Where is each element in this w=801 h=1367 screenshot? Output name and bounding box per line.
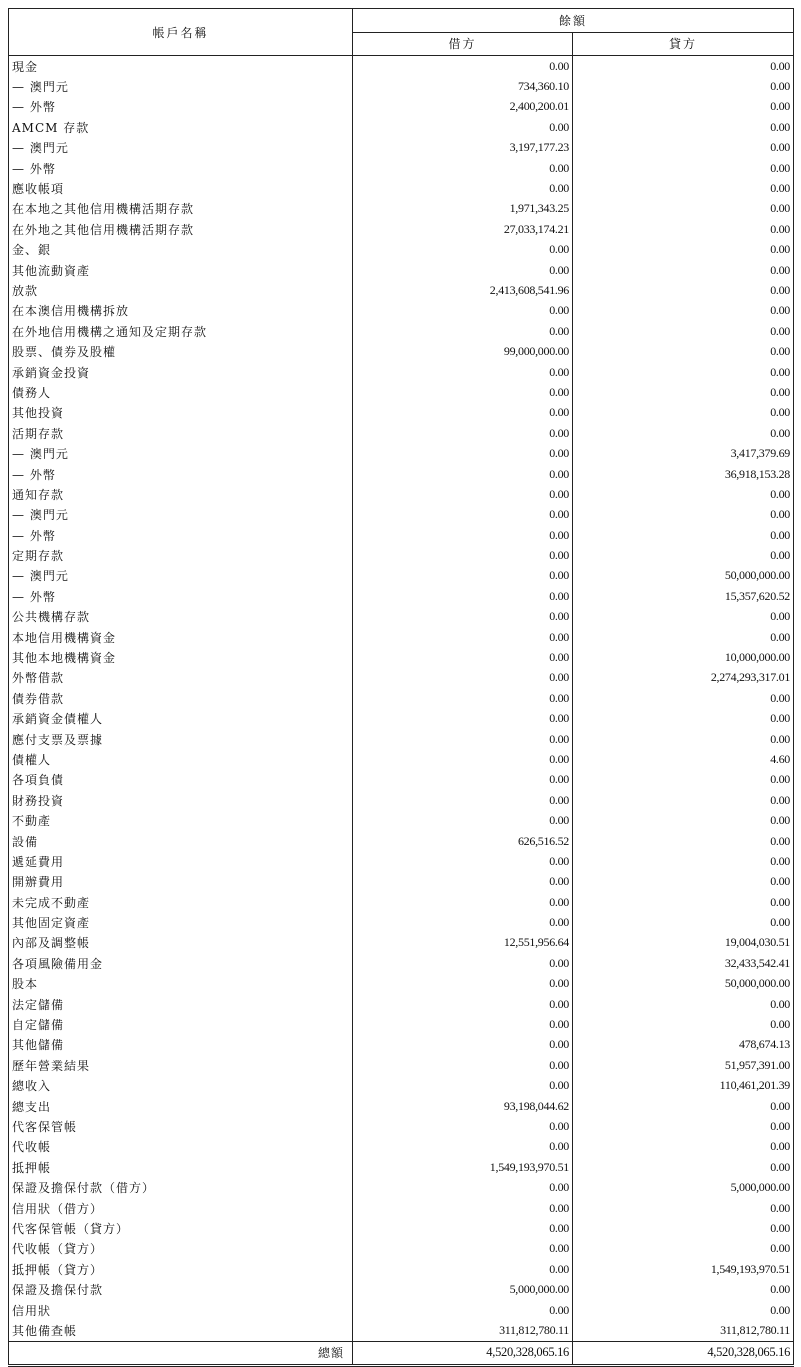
credit-cell: 0.00 xyxy=(573,892,794,912)
debit-cell: 0.00 xyxy=(353,117,573,137)
account-name-cell: 現金 xyxy=(9,56,353,77)
balance-sheet xyxy=(8,8,793,1367)
credit-cell: 0.00 xyxy=(573,1014,794,1034)
table-row xyxy=(9,912,794,932)
debit-cell: 0.00 xyxy=(353,1218,573,1238)
account-name-cell: 其他本地機構資金 xyxy=(9,647,353,667)
table-row xyxy=(9,627,794,647)
credit-cell: 0.00 xyxy=(573,810,794,830)
debit-cell: 0.00 xyxy=(353,1300,573,1320)
account-name-cell: 代客保管帳 xyxy=(9,1116,353,1136)
account-name-cell: 內部及調整帳 xyxy=(9,933,353,953)
account-name-cell: 不動產 xyxy=(9,810,353,830)
account-name-cell: 各項負債 xyxy=(9,770,353,790)
trial-balance-table xyxy=(8,8,794,1367)
debit-cell: 0.00 xyxy=(353,382,573,402)
credit-cell: 0.00 xyxy=(573,117,794,137)
account-name-cell: — 澳門元 xyxy=(9,76,353,96)
account-name-cell: 代收帳（貸方） xyxy=(9,1239,353,1259)
table-row xyxy=(9,668,794,688)
table-row xyxy=(9,729,794,749)
account-name-cell: 法定儲備 xyxy=(9,994,353,1014)
debit-cell: 0.00 xyxy=(353,872,573,892)
debit-cell: 0.00 xyxy=(353,851,573,871)
account-name-cell: 設備 xyxy=(9,831,353,851)
credit-cell: 0.00 xyxy=(573,545,794,565)
credit-cell: 478,674.13 xyxy=(573,1035,794,1055)
table-row xyxy=(9,1076,794,1096)
debit-cell: 0.00 xyxy=(353,362,573,382)
debit-cell: 99,000,000.00 xyxy=(353,341,573,361)
debit-cell: 0.00 xyxy=(353,505,573,525)
credit-cell: 0.00 xyxy=(573,688,794,708)
credit-cell: 0.00 xyxy=(573,1300,794,1320)
credit-cell: 0.00 xyxy=(573,1198,794,1218)
table-row xyxy=(9,138,794,158)
debit-cell: 0.00 xyxy=(353,912,573,932)
debit-cell: 0.00 xyxy=(353,321,573,341)
account-name-cell: 總收入 xyxy=(9,1076,353,1096)
total-row xyxy=(9,1341,794,1365)
table-row xyxy=(9,341,794,361)
debit-cell: 0.00 xyxy=(353,566,573,586)
debit-cell: 0.00 xyxy=(353,668,573,688)
credit-cell: 0.00 xyxy=(573,301,794,321)
credit-cell: 32,433,542.41 xyxy=(573,953,794,973)
debit-cell: 0.00 xyxy=(353,1137,573,1157)
table-row xyxy=(9,1198,794,1218)
account-name-cell: 其他固定資產 xyxy=(9,912,353,932)
debit-cell: 0.00 xyxy=(353,790,573,810)
table-row xyxy=(9,872,794,892)
credit-cell: 0.00 xyxy=(573,1116,794,1136)
table-row xyxy=(9,892,794,912)
account-name-cell: 放款 xyxy=(9,280,353,300)
credit-cell: 0.00 xyxy=(573,607,794,627)
credit-cell: 0.00 xyxy=(573,505,794,525)
account-name-cell: — 澳門元 xyxy=(9,566,353,586)
debit-cell: 0.00 xyxy=(353,586,573,606)
credit-cell: 0.00 xyxy=(573,729,794,749)
credit-cell: 4.60 xyxy=(573,749,794,769)
credit-cell: 0.00 xyxy=(573,403,794,423)
account-name-cell: — 澳門元 xyxy=(9,138,353,158)
total-credit: 4,520,328,065.16 xyxy=(573,1341,794,1365)
table-row xyxy=(9,505,794,525)
debit-cell: 0.00 xyxy=(353,301,573,321)
account-name-cell: 其他備查帳 xyxy=(9,1320,353,1341)
table-row xyxy=(9,443,794,463)
debit-cell: 2,400,200.01 xyxy=(353,97,573,117)
debit-cell: 0.00 xyxy=(353,464,573,484)
account-name-cell: 抵押帳 xyxy=(9,1157,353,1177)
table-row xyxy=(9,1259,794,1279)
table-row xyxy=(9,240,794,260)
account-name-cell: 金、銀 xyxy=(9,240,353,260)
account-name-cell: 自定儲備 xyxy=(9,1014,353,1034)
table-row xyxy=(9,178,794,198)
table-row xyxy=(9,76,794,96)
debit-cell: 0.00 xyxy=(353,158,573,178)
debit-cell: 0.00 xyxy=(353,443,573,463)
debit-cell: 0.00 xyxy=(353,749,573,769)
table-row xyxy=(9,770,794,790)
credit-cell: 50,000,000.00 xyxy=(573,974,794,994)
credit-cell: 0.00 xyxy=(573,994,794,1014)
debit-cell: 0.00 xyxy=(353,1035,573,1055)
account-name-cell: AMCM 存款 xyxy=(9,117,353,137)
account-name-cell: 信用狀（借方） xyxy=(9,1198,353,1218)
debit-cell: 2,413,608,541.96 xyxy=(353,280,573,300)
credit-cell: 0.00 xyxy=(573,138,794,158)
credit-cell: 0.00 xyxy=(573,1239,794,1259)
credit-cell: 51,957,391.00 xyxy=(573,1055,794,1075)
account-name-cell: 保證及擔保付款（借方） xyxy=(9,1177,353,1197)
account-name-cell: 在外地之其他信用機構活期存款 xyxy=(9,219,353,239)
table-row xyxy=(9,1014,794,1034)
debit-cell: 0.00 xyxy=(353,260,573,280)
account-name-cell: 未完成不動產 xyxy=(9,892,353,912)
credit-cell: 0.00 xyxy=(573,76,794,96)
account-name-cell: 定期存款 xyxy=(9,545,353,565)
table-row xyxy=(9,1279,794,1299)
credit-cell: 0.00 xyxy=(573,1218,794,1238)
table-row xyxy=(9,709,794,729)
credit-cell: 0.00 xyxy=(573,484,794,504)
credit-cell: 311,812,780.11 xyxy=(573,1320,794,1341)
credit-cell: 0.00 xyxy=(573,240,794,260)
account-name-cell: — 澳門元 xyxy=(9,443,353,463)
credit-header: 貸方 xyxy=(573,32,794,56)
account-name-cell: 信用狀 xyxy=(9,1300,353,1320)
account-name-cell: — 外幣 xyxy=(9,464,353,484)
credit-cell: 110,461,201.39 xyxy=(573,1076,794,1096)
account-name-cell: 債權人 xyxy=(9,749,353,769)
debit-cell: 0.00 xyxy=(353,647,573,667)
account-name-cell: 在外地信用機構之通知及定期存款 xyxy=(9,321,353,341)
account-name-cell: 各項風險備用金 xyxy=(9,953,353,973)
account-name-cell: — 外幣 xyxy=(9,97,353,117)
credit-cell: 0.00 xyxy=(573,790,794,810)
credit-cell: 0.00 xyxy=(573,97,794,117)
debit-cell: 27,033,174.21 xyxy=(353,219,573,239)
account-name-cell: 總支出 xyxy=(9,1096,353,1116)
account-name-cell: 開辦費用 xyxy=(9,872,353,892)
table-row xyxy=(9,1035,794,1055)
account-name-cell: 保證及擔保付款 xyxy=(9,1279,353,1299)
table-row xyxy=(9,1177,794,1197)
debit-cell: 0.00 xyxy=(353,627,573,647)
debit-cell: 0.00 xyxy=(353,729,573,749)
table-row xyxy=(9,1218,794,1238)
account-name-cell: 歷年營業結果 xyxy=(9,1055,353,1075)
debit-cell: 0.00 xyxy=(353,810,573,830)
table-row xyxy=(9,280,794,300)
account-name-cell: 承銷資金債權人 xyxy=(9,709,353,729)
account-name-cell: — 外幣 xyxy=(9,158,353,178)
account-name-header: 帳戶名稱 xyxy=(9,9,353,56)
debit-cell: 626,516.52 xyxy=(353,831,573,851)
debit-cell: 0.00 xyxy=(353,56,573,77)
account-name-cell: 應付支票及票據 xyxy=(9,729,353,749)
debit-cell: 0.00 xyxy=(353,994,573,1014)
table-row xyxy=(9,117,794,137)
debit-cell: 0.00 xyxy=(353,892,573,912)
table-row xyxy=(9,1300,794,1320)
credit-cell: 0.00 xyxy=(573,525,794,545)
total-debit: 4,520,328,065.16 xyxy=(353,1341,573,1365)
debit-cell: 3,197,177.23 xyxy=(353,138,573,158)
account-name-cell: 債務人 xyxy=(9,382,353,402)
credit-cell: 0.00 xyxy=(573,280,794,300)
debit-cell: 0.00 xyxy=(353,403,573,423)
table-row xyxy=(9,974,794,994)
table-row xyxy=(9,423,794,443)
credit-cell: 0.00 xyxy=(573,831,794,851)
table-row xyxy=(9,1157,794,1177)
account-name-cell: 承銷資金投資 xyxy=(9,362,353,382)
table-row xyxy=(9,831,794,851)
total-label: 總額 xyxy=(9,1341,353,1365)
table-row xyxy=(9,688,794,708)
credit-cell: 10,000,000.00 xyxy=(573,647,794,667)
credit-cell: 3,417,379.69 xyxy=(573,443,794,463)
credit-cell: 0.00 xyxy=(573,709,794,729)
credit-cell: 0.00 xyxy=(573,341,794,361)
debit-cell: 0.00 xyxy=(353,974,573,994)
debit-cell: 0.00 xyxy=(353,178,573,198)
credit-cell: 0.00 xyxy=(573,1279,794,1299)
debit-cell: 0.00 xyxy=(353,1177,573,1197)
credit-cell: 0.00 xyxy=(573,199,794,219)
debit-cell: 1,971,343.25 xyxy=(353,199,573,219)
table-row xyxy=(9,566,794,586)
credit-cell: 0.00 xyxy=(573,362,794,382)
credit-cell: 0.00 xyxy=(573,158,794,178)
credit-cell: 0.00 xyxy=(573,851,794,871)
account-name-cell: 在本地之其他信用機構活期存款 xyxy=(9,199,353,219)
account-name-cell: — 外幣 xyxy=(9,586,353,606)
table-row xyxy=(9,953,794,973)
debit-cell: 1,549,193,970.51 xyxy=(353,1157,573,1177)
credit-cell: 1,549,193,970.51 xyxy=(573,1259,794,1279)
debit-cell: 0.00 xyxy=(353,1055,573,1075)
table-row xyxy=(9,199,794,219)
table-row xyxy=(9,382,794,402)
table-row xyxy=(9,260,794,280)
account-name-cell: 通知存款 xyxy=(9,484,353,504)
credit-cell: 0.00 xyxy=(573,321,794,341)
debit-cell: 93,198,044.62 xyxy=(353,1096,573,1116)
table-row xyxy=(9,1320,794,1341)
debit-cell: 0.00 xyxy=(353,525,573,545)
credit-cell: 0.00 xyxy=(573,219,794,239)
account-name-cell: 公共機構存款 xyxy=(9,607,353,627)
debit-cell: 5,000,000.00 xyxy=(353,1279,573,1299)
table-row xyxy=(9,607,794,627)
debit-cell: 0.00 xyxy=(353,953,573,973)
table-row xyxy=(9,97,794,117)
credit-cell: 0.00 xyxy=(573,627,794,647)
table-row xyxy=(9,1096,794,1116)
credit-cell: 0.00 xyxy=(573,1096,794,1116)
credit-cell: 19,004,030.51 xyxy=(573,933,794,953)
table-row xyxy=(9,403,794,423)
account-name-cell: 代收帳 xyxy=(9,1137,353,1157)
balance-header: 餘額 xyxy=(353,9,794,33)
table-row xyxy=(9,933,794,953)
credit-cell: 5,000,000.00 xyxy=(573,1177,794,1197)
account-name-cell: — 澳門元 xyxy=(9,505,353,525)
account-name-cell: 股本 xyxy=(9,974,353,994)
table-row xyxy=(9,484,794,504)
credit-cell: 0.00 xyxy=(573,56,794,77)
account-name-cell: 遞延費用 xyxy=(9,851,353,871)
table-row xyxy=(9,1137,794,1157)
debit-cell: 0.00 xyxy=(353,423,573,443)
debit-cell: 0.00 xyxy=(353,688,573,708)
debit-cell: 0.00 xyxy=(353,1239,573,1259)
credit-cell: 0.00 xyxy=(573,423,794,443)
table-row xyxy=(9,749,794,769)
debit-cell: 0.00 xyxy=(353,545,573,565)
credit-cell: 36,918,153.28 xyxy=(573,464,794,484)
table-row xyxy=(9,1116,794,1136)
table-row xyxy=(9,790,794,810)
table-row xyxy=(9,586,794,606)
table-row xyxy=(9,994,794,1014)
account-name-cell: — 外幣 xyxy=(9,525,353,545)
account-name-cell: 活期存款 xyxy=(9,423,353,443)
account-name-cell: 在本澳信用機構拆放 xyxy=(9,301,353,321)
account-name-cell: 其他流動資產 xyxy=(9,260,353,280)
table-row xyxy=(9,464,794,484)
table-row xyxy=(9,56,794,77)
account-name-cell: 抵押帳（貸方） xyxy=(9,1259,353,1279)
account-name-cell: 債券借款 xyxy=(9,688,353,708)
credit-cell: 0.00 xyxy=(573,912,794,932)
debit-cell: 0.00 xyxy=(353,770,573,790)
debit-cell: 0.00 xyxy=(353,484,573,504)
table-row xyxy=(9,851,794,871)
table-row xyxy=(9,219,794,239)
table-row xyxy=(9,1055,794,1075)
credit-cell: 50,000,000.00 xyxy=(573,566,794,586)
account-name-cell: 股票、債券及股權 xyxy=(9,341,353,361)
debit-cell: 0.00 xyxy=(353,1259,573,1279)
debit-cell: 0.00 xyxy=(353,1198,573,1218)
table-row xyxy=(9,321,794,341)
account-name-cell: 其他投資 xyxy=(9,403,353,423)
credit-cell: 0.00 xyxy=(573,382,794,402)
table-row xyxy=(9,301,794,321)
debit-cell: 12,551,956.64 xyxy=(353,933,573,953)
account-name-cell: 應收帳項 xyxy=(9,178,353,198)
account-name-cell: 代客保管帳（貸方） xyxy=(9,1218,353,1238)
debit-cell: 734,360.10 xyxy=(353,76,573,96)
table-row xyxy=(9,810,794,830)
debit-header: 借方 xyxy=(353,32,573,56)
table-row xyxy=(9,525,794,545)
account-name-cell: 財務投資 xyxy=(9,790,353,810)
credit-cell: 0.00 xyxy=(573,260,794,280)
credit-cell: 0.00 xyxy=(573,1157,794,1177)
table-row xyxy=(9,158,794,178)
debit-cell: 0.00 xyxy=(353,607,573,627)
debit-cell: 0.00 xyxy=(353,709,573,729)
account-name-cell: 本地信用機構資金 xyxy=(9,627,353,647)
table-row xyxy=(9,545,794,565)
credit-cell: 0.00 xyxy=(573,178,794,198)
credit-cell: 15,357,620.52 xyxy=(573,586,794,606)
table-row xyxy=(9,362,794,382)
credit-cell: 0.00 xyxy=(573,1137,794,1157)
account-name-cell: 其他儲備 xyxy=(9,1035,353,1055)
credit-cell: 2,274,293,317.01 xyxy=(573,668,794,688)
debit-cell: 0.00 xyxy=(353,1116,573,1136)
debit-cell: 0.00 xyxy=(353,240,573,260)
credit-cell: 0.00 xyxy=(573,872,794,892)
debit-cell: 0.00 xyxy=(353,1076,573,1096)
debit-cell: 0.00 xyxy=(353,1014,573,1034)
account-name-cell: 外幣借款 xyxy=(9,668,353,688)
credit-cell: 0.00 xyxy=(573,770,794,790)
table-row xyxy=(9,1239,794,1259)
account-rows xyxy=(9,56,794,1342)
debit-cell: 311,812,780.11 xyxy=(353,1320,573,1341)
table-row xyxy=(9,647,794,667)
